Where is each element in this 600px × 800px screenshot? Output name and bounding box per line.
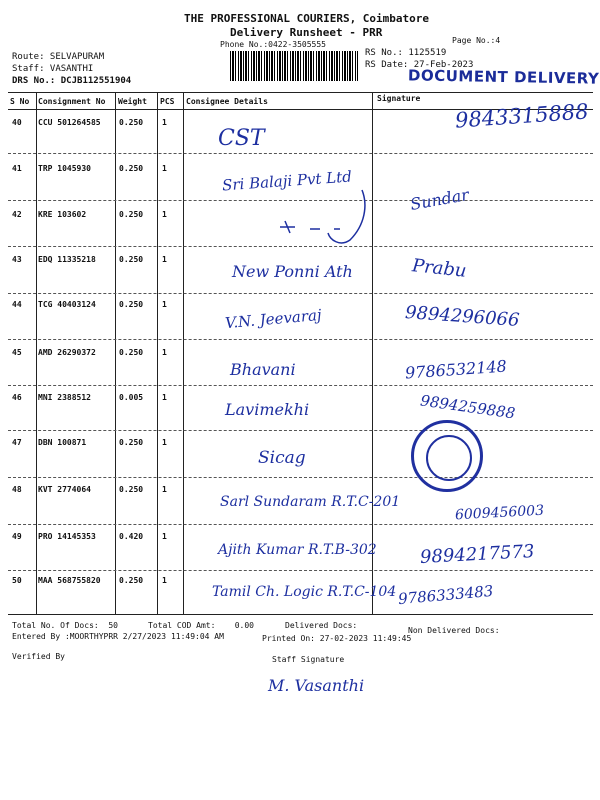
row-sno: 49 bbox=[12, 532, 22, 541]
row-sno: 47 bbox=[12, 438, 22, 447]
row-pcs: 1 bbox=[162, 118, 167, 127]
row-separator bbox=[8, 524, 593, 525]
row-separator bbox=[8, 385, 593, 386]
col-consignment: Consignment No bbox=[38, 97, 106, 106]
document-delivery-stamp: DOCUMENT DELIVERY bbox=[407, 66, 600, 88]
total-docs: Total No. Of Docs: 50 bbox=[12, 621, 118, 630]
table-bottom-rule bbox=[8, 614, 593, 615]
divider bbox=[36, 92, 37, 614]
row-weight: 0.250 bbox=[119, 164, 144, 173]
row-sno: 48 bbox=[12, 485, 22, 494]
row-separator bbox=[8, 430, 593, 431]
row-pcs: 1 bbox=[162, 348, 167, 357]
row-consignment: KRE 103602 bbox=[38, 210, 87, 219]
row-pcs: 1 bbox=[162, 532, 167, 541]
col-weight: Weight bbox=[118, 97, 147, 106]
drs-number: DRS No.: DCJB112551904 bbox=[12, 76, 132, 86]
row-consignee-handwriting: Sri Balaji Pvt Ltd bbox=[221, 167, 353, 195]
row-consignment: TRP 1045930 bbox=[38, 164, 91, 173]
row-signature-handwriting: 9894259888 bbox=[419, 391, 517, 423]
row-weight: 0.250 bbox=[119, 438, 144, 447]
col-pcs: PCS bbox=[160, 97, 175, 106]
row-pcs: 1 bbox=[162, 485, 167, 494]
row-consignment: PRO 14145353 bbox=[38, 532, 96, 541]
row-consignee-handwriting: Lavimekhi bbox=[225, 400, 310, 419]
row-separator bbox=[8, 339, 593, 340]
phone-number: Phone No.:0422-3505555 bbox=[220, 40, 326, 49]
non-delivered-docs: Non Delivered Docs: bbox=[408, 626, 500, 635]
row-pcs: 1 bbox=[162, 576, 167, 585]
row-weight: 0.250 bbox=[119, 576, 144, 585]
row-weight: 0.250 bbox=[119, 210, 144, 219]
row-consignee-handwriting: Bhavani bbox=[230, 360, 296, 379]
col-sno: S No bbox=[10, 97, 30, 106]
row-pcs: 1 bbox=[162, 210, 167, 219]
page-number: Page No.:4 bbox=[452, 36, 501, 45]
row-sno: 41 bbox=[12, 164, 22, 173]
row-separator bbox=[8, 153, 593, 154]
row-signature-handwriting: 9843315888 bbox=[454, 99, 590, 133]
verified-by: Verified By bbox=[12, 652, 65, 661]
row-weight: 0.005 bbox=[119, 393, 144, 402]
row-separator bbox=[8, 570, 593, 571]
row-signature-handwriting: 9894217573 bbox=[419, 541, 536, 568]
row-signature-handwriting: Sundar bbox=[408, 185, 471, 214]
table-top-rule bbox=[8, 92, 593, 93]
col-signature: Signature bbox=[377, 94, 421, 103]
row-consignment: AMD 26290372 bbox=[38, 348, 96, 357]
company-name: THE PROFESSIONAL COURIERS, Coimbatore bbox=[184, 12, 430, 25]
row-signature-handwriting: Prabu bbox=[411, 255, 468, 282]
row-sno: 42 bbox=[12, 210, 22, 219]
row-weight: 0.250 bbox=[119, 348, 144, 357]
delivery-seal-stamp bbox=[411, 420, 483, 492]
row-weight: 0.250 bbox=[119, 255, 144, 264]
printed-on: Printed On: 27-02-2023 11:49:45 bbox=[262, 634, 412, 643]
row-weight: 0.250 bbox=[119, 485, 144, 494]
row-signature-handwriting: 9786532148 bbox=[404, 356, 508, 383]
row-consignment: KVT 2774064 bbox=[38, 485, 91, 494]
row-sno: 44 bbox=[12, 300, 22, 309]
row-pcs: 1 bbox=[162, 438, 167, 447]
row-sno: 43 bbox=[12, 255, 22, 264]
entered-by: Entered By :MOORTHYPRR 2/27/2023 11:49:04 AM bbox=[12, 632, 224, 641]
row-weight: 0.250 bbox=[119, 118, 144, 127]
row-pcs: 1 bbox=[162, 300, 167, 309]
staff-signature-handwriting: M. Vasanthi bbox=[268, 676, 365, 695]
row-consignee-handwriting: CST bbox=[218, 126, 265, 151]
runsheet-title: Delivery Runsheet - PRR bbox=[230, 26, 383, 39]
barcode bbox=[230, 51, 358, 81]
divider bbox=[157, 92, 158, 614]
row-separator bbox=[8, 246, 593, 247]
row-consignment: DBN 100871 bbox=[38, 438, 87, 447]
col-consignee: Consignee Details bbox=[186, 97, 268, 106]
consignee-scribble bbox=[250, 185, 380, 250]
row-signature-handwriting: 9786333483 bbox=[397, 581, 495, 609]
row-signature-handwriting: 9894296066 bbox=[404, 302, 521, 331]
row-sno: 50 bbox=[12, 576, 22, 585]
row-consignment: TCG 40403124 bbox=[38, 300, 96, 309]
row-separator bbox=[8, 293, 593, 294]
row-sno: 46 bbox=[12, 393, 22, 402]
row-consignee-handwriting: New Ponni Ath bbox=[232, 262, 353, 281]
row-consignment: CCU 501264585 bbox=[38, 118, 101, 127]
row-consignment: MAA 568755820 bbox=[38, 576, 101, 585]
row-consignee-handwriting: Ajith Kumar R.T.B-302 bbox=[218, 542, 377, 558]
row-consignee-handwriting: V.N. Jeevaraj bbox=[224, 305, 323, 333]
row-separator bbox=[8, 477, 593, 478]
row-consignee-handwriting: Sarl Sundaram R.T.C-201 bbox=[220, 494, 401, 510]
row-sno: 45 bbox=[12, 348, 22, 357]
staff-signature-label: Staff Signature bbox=[272, 655, 345, 664]
row-pcs: 1 bbox=[162, 393, 167, 402]
divider bbox=[372, 92, 373, 614]
row-pcs: 1 bbox=[162, 255, 167, 264]
row-consignee-handwriting: Sicag bbox=[258, 448, 306, 468]
row-pcs: 1 bbox=[162, 164, 167, 173]
row-weight: 0.250 bbox=[119, 300, 144, 309]
row-weight: 0.420 bbox=[119, 532, 144, 541]
staff: Staff: VASANTHI bbox=[12, 64, 94, 74]
row-sno: 40 bbox=[12, 118, 22, 127]
delivered-docs: Delivered Docs: bbox=[285, 621, 358, 630]
divider bbox=[115, 92, 116, 614]
rs-number: RS No.: 1125519 bbox=[365, 48, 447, 58]
total-cod: Total COD Amt: 0.00 bbox=[148, 621, 254, 630]
rs-date: RS Date: 27-Feb-2023 bbox=[365, 60, 474, 70]
divider bbox=[183, 92, 184, 614]
row-signature-handwriting: 6009456003 bbox=[454, 502, 545, 524]
row-consignee-handwriting: Tamil Ch. Logic R.T.C-104 bbox=[212, 584, 397, 600]
row-consignment: EDQ 11335218 bbox=[38, 255, 96, 264]
row-consignment: MNI 2388512 bbox=[38, 393, 91, 402]
route: Route: SELVAPURAM bbox=[12, 52, 105, 62]
